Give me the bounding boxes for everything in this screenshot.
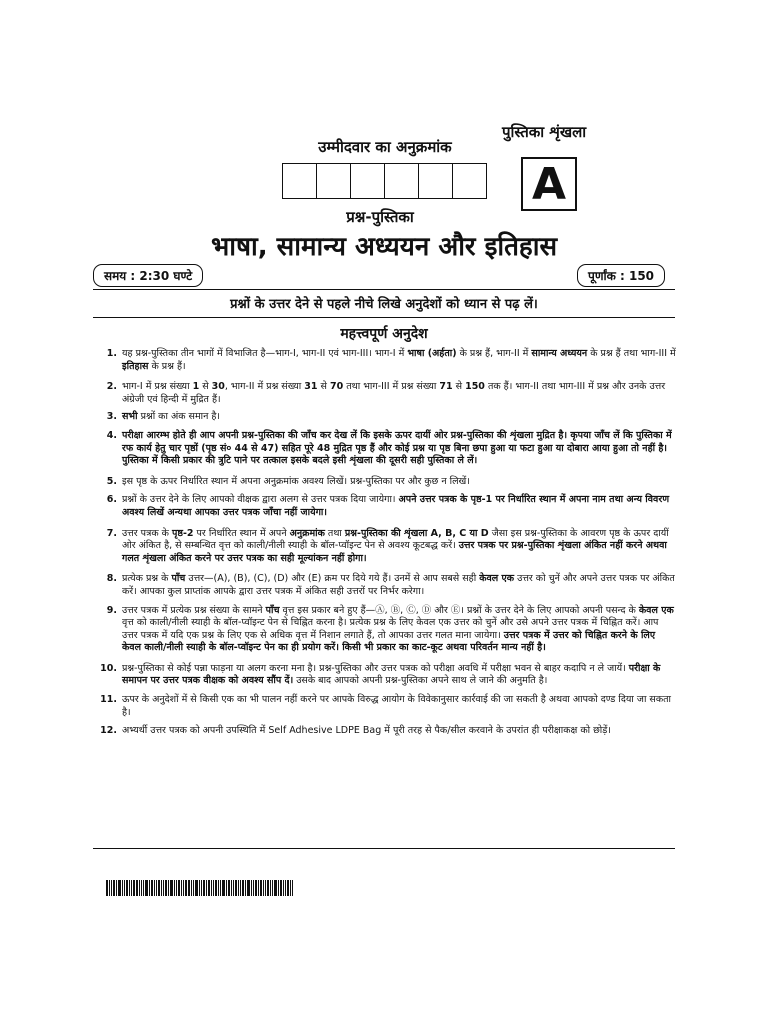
- instruction-text: [122, 528, 676, 566]
- barcode-bar: [124, 880, 125, 896]
- barcode-bar: [165, 880, 167, 896]
- instruction-text-segment: इतिहास: [122, 360, 149, 372]
- instruction-item: [93, 573, 676, 598]
- instruction-text-segment: अभ्यर्थी उत्तर पत्रक को अपनी उपस्थिति में Self Adhesive LDPE Bag में पूरी तरह से पैक/सील करवाने के उपरांत ही परीक्षाकक्ष को छोड़ें।: [122, 725, 611, 737]
- instruction-text-segment: प्रश्नों के उत्तर देने के लिए आपको वीक्षक द्वारा अलग से उत्तर पत्रक दिया जायेगा।: [122, 494, 399, 506]
- barcode-bar: [233, 880, 234, 896]
- barcode-bar: [213, 880, 214, 896]
- instruction-item: [93, 411, 676, 424]
- instruction-number: 6.: [106, 494, 117, 506]
- instruction-text-segment: इस पृष्ठ के ऊपर निर्धारित स्थान में अपना अनुक्रमांक अवश्य लिखें। प्रश्न-पुस्तिका पर और कुछ न लिखें।: [122, 475, 470, 487]
- instruction-text-segment: 1: [192, 381, 200, 393]
- barcode-bar: [218, 880, 219, 896]
- barcode-bar: [278, 880, 279, 896]
- barcode-bar: [122, 880, 123, 896]
- instruction-text-segment: पाँच: [171, 573, 186, 585]
- instruction-item: [93, 476, 676, 489]
- instruction-text-segment: पर निर्धारित स्थान में अपने: [193, 527, 290, 539]
- barcode-bar: [208, 880, 210, 896]
- barcode-bar: [270, 880, 271, 896]
- barcode-bar: [106, 880, 108, 896]
- barcode-bar: [163, 880, 164, 896]
- barcode-bar: [113, 880, 115, 896]
- instruction-text-segment: सामान्य अध्ययन: [531, 348, 588, 359]
- barcode-bar: [126, 880, 128, 896]
- instruction-text: [122, 663, 676, 688]
- instruction-text-segment: 30: [211, 381, 225, 393]
- barcode-bar: [181, 880, 182, 896]
- instruction-text-segment: से: [317, 381, 330, 393]
- instruction-text-segment: 71: [439, 381, 453, 393]
- barcode-bar: [201, 880, 202, 896]
- barcode-bar: [203, 880, 205, 896]
- instruction-text-segment: भाग-I में प्रश्न संख्या: [122, 381, 193, 393]
- barcode-bar: [238, 880, 239, 896]
- booklet-label: प्रश्न-पुस्तिका: [346, 208, 414, 226]
- barcode-bar: [178, 880, 180, 896]
- barcode-bar: [260, 880, 262, 896]
- barcode-bar: [158, 880, 160, 896]
- barcode-bar: [292, 880, 293, 896]
- instruction-text-segment: जैसा इस प्रश्न-पुस्तिका के आवरण पृष्ठ के ऊपर दायीं ओर अंकित है, से सम्बन्धित वृत्त को काली/नीली स्याही के बॉल-प्वॉइन्ट पेन से अवश्य कूटबद्ध करें।: [122, 527, 669, 552]
- roll-number-digit-box[interactable]: [316, 163, 350, 199]
- barcode-bar: [255, 880, 257, 896]
- barcode-bar: [220, 880, 221, 896]
- instruction-text-segment: केवल एक: [638, 604, 674, 616]
- instruction-item: [93, 605, 676, 655]
- booklet-series-label: पुस्तिका शृंखला: [502, 123, 587, 141]
- barcode-bar: [131, 880, 132, 896]
- barcode-bar: [193, 880, 194, 896]
- instruction-text-segment: प्रश्न-पुस्तिका से कोई पन्ना फाड़ना या अलग करना मना है। प्रश्न-पुस्तिका और उत्तर पत्रक को परीक्षा अवधि में परीक्षा भवन से बाहर कदापि न ले जायें।: [122, 662, 629, 674]
- barcode-bar: [280, 880, 282, 896]
- instruction-text: [122, 605, 676, 655]
- instruction-text-segment: अनुक्रमांक: [289, 527, 325, 539]
- divider: [93, 848, 675, 849]
- instruction-text-segment: उत्तर पत्रक में प्रत्येक प्रश्न संख्या के सामने: [122, 604, 266, 616]
- instructions-title: महत्त्वपूर्ण अनुदेश: [340, 326, 428, 342]
- barcode-bar: [263, 880, 264, 896]
- page-title: भाषा, सामान्य अध्ययन और इतिहास: [210, 232, 558, 262]
- instruction-number: 2.: [106, 381, 117, 393]
- barcode-bar: [222, 880, 225, 896]
- instruction-number: 5.: [106, 475, 117, 487]
- instruction-text-segment: , भाग-II में प्रश्न संख्या: [224, 381, 305, 393]
- barcode-bar: [161, 880, 162, 896]
- barcode-bar: [111, 880, 112, 896]
- roll-number-digit-box[interactable]: [384, 163, 418, 199]
- divider: [93, 317, 675, 318]
- barcode-bar: [185, 880, 187, 896]
- instruction-text-segment: के प्रश्न हैं तथा भाग-III में: [587, 348, 676, 359]
- barcode-bar: [149, 880, 150, 896]
- barcode-bar: [285, 880, 286, 896]
- instruction-text: [122, 381, 676, 406]
- max-marks-badge: पूर्णांक : 150: [577, 264, 665, 287]
- barcode-bar: [245, 880, 246, 896]
- barcode-bar: [247, 880, 250, 896]
- instruction-text-segment: से: [452, 381, 466, 393]
- instruction-item: [93, 381, 676, 406]
- barcode-bar: [240, 880, 241, 896]
- roll-number-digit-box[interactable]: [418, 163, 452, 199]
- barcode-bar: [199, 880, 200, 896]
- instruction-text-segment: उत्तर पत्रक पर प्रश्न-पुस्तिका शृंखला अंकित नहीं करने अथवा गलत शृंखला अंकित करने पर उत्तर पत्रक का सही मूल्यांकन नहीं होगा।: [122, 540, 667, 564]
- instruction-item: [93, 694, 676, 719]
- barcode-bar: [116, 880, 117, 896]
- instruction-item: [93, 725, 676, 738]
- barcode-bar: [191, 880, 192, 896]
- barcode-bar: [211, 880, 212, 896]
- barcode-bar: [156, 880, 157, 896]
- instruction-text: [122, 694, 676, 719]
- barcode-bar: [228, 880, 230, 896]
- barcode-bar: [287, 880, 289, 896]
- barcode-bar: [141, 880, 142, 896]
- barcode-bar: [136, 880, 138, 896]
- instruction-text-segment: प्रत्येक प्रश्न के: [122, 573, 172, 585]
- instructions-list: [93, 348, 676, 738]
- instruction-text-segment: उत्तर को चुनें और अपने उत्तर पत्रक पर अंकित करें। आपका कुल प्राप्तांक आपके द्वारा उत्तर पत्रक में अंकित सही उत्तरों पर निर्भर करेगा।: [122, 573, 675, 597]
- instruction-text: [122, 411, 676, 424]
- instruction-text-segment: वृत्त इस प्रकार बने हुए हैं—Ⓐ, Ⓑ, Ⓒ, Ⓓ और Ⓔ। प्रश्नों के उत्तर देने के लिए आपको अपनी पसन्द के: [279, 604, 639, 616]
- barcode-bar: [242, 880, 244, 896]
- instruction-text-segment: तथा: [324, 527, 345, 539]
- read-instruction: प्रश्नों के उत्तर देने से पहले नीचे लिखे अनुदेशों को ध्यान से पढ़ लें।: [230, 297, 538, 312]
- instruction-text-segment: उत्तर पत्रक में उत्तर को चिह्नित करने के लिए केवल काली/नीली स्याही के बॉल-प्वॉइन्ट पेन का ही प्रयोग करें। किसी भी प्रकार का काट-कूट अथवा परिवर्तन मान्य नहीं है।: [122, 629, 656, 654]
- instruction-text-segment: उत्तर—(A), (B), (C), (D) और (E) क्रम पर दिये गये हैं। उनमें से आप सबसे सही: [185, 573, 480, 585]
- barcode-bar: [226, 880, 227, 896]
- instruction-text-segment: 31: [304, 381, 318, 393]
- instruction-number: 1.: [106, 348, 117, 359]
- barcode-bar: [274, 880, 277, 896]
- barcode-bar: [183, 880, 184, 896]
- barcode-bar: [253, 880, 254, 896]
- instruction-text-segment: वृत्त को काली/नीली स्याही के बॉल-प्वॉइन्ट पेन से चिह्नित करना है। प्रत्येक प्रश्न के लिए केवल एक उत्तर को चुनें और उसे अपने उत्तर पत्रक में चिह्नित करें। आप उत्तर पत्रक में यदि एक प्रश्न के लिए एक से अधिक वृत्त में निशान लगाते हैं, तो आपका उत्तर गलत माना जायेगा।: [122, 617, 659, 641]
- instruction-text-segment: परीक्षा आरम्भ होते ही आप अपनी प्रश्न-पुस्तिका की जाँच कर देख लें कि इसके ऊपर दायीं ओर प्रश्न-पुस्तिका की शृंखला मुद्रित है। कृपया जाँच लें कि पुस्तिका में रफ कार्य हेतु चार पृष्ठों (पृष्ठ सं० 44 से 47) सहित पूरे 48 मुद्रित पृष्ठ हैं और कोई प्रश्न या पृष्ठ बिना छपा हुआ या फटा हुआ या दोबारा आया हुआ तो नहीं है। पुस्तिका में किसी प्रकार की त्रुटि पाने पर तत्काल इसके बदले इसी शृंखला की दूसरी सही पुस्तिका ले लें।: [122, 429, 672, 467]
- instruction-text-segment: अपने उत्तर पत्रक के पृष्ठ-1 पर निर्धारित स्थान में अपना नाम तथा अन्य विवरण अवश्य लिखें अन्यथा आपका उत्तर पत्रक जाँचा नहीं जायेगा।: [122, 494, 670, 518]
- barcode-bar: [195, 880, 198, 896]
- barcode-bar: [151, 880, 153, 896]
- roll-number-digit-box[interactable]: [350, 163, 384, 199]
- instruction-item: [93, 494, 676, 519]
- barcode-bar: [174, 880, 175, 896]
- instruction-text-segment: प्रश्न-पुस्तिका की शृंखला A, B, C या D: [344, 527, 489, 539]
- roll-number-label: उम्मीदवार का अनुक्रमांक: [318, 138, 452, 156]
- instruction-text: [122, 494, 676, 519]
- instruction-text-segment: तक हैं। भाग-II तथा भाग-III में प्रश्न और उनके उत्तर अंग्रेजी एवं हिन्दी में मुद्रित हैं।: [122, 381, 666, 405]
- barcode-bar: [290, 880, 291, 896]
- barcode-bar: [272, 880, 273, 896]
- instruction-number: 7.: [106, 527, 117, 539]
- barcode-bar: [143, 880, 144, 896]
- roll-number-boxes[interactable]: [282, 163, 487, 199]
- barcode-bar: [231, 880, 232, 896]
- instruction-number: 11.: [100, 694, 117, 706]
- instruction-number: 10.: [100, 662, 117, 674]
- instruction-text-segment: तथा भाग-III में प्रश्न संख्या: [343, 381, 440, 393]
- instruction-number: 8.: [106, 573, 117, 585]
- barcode-bar: [251, 880, 252, 896]
- instruction-number: 3.: [106, 411, 117, 423]
- instruction-text-segment: से: [199, 381, 212, 393]
- instruction-text-segment: प्रश्नों का अंक समान है।: [137, 411, 221, 423]
- instruction-text: [122, 476, 676, 489]
- barcode-bar: [133, 880, 135, 896]
- barcode-bar: [258, 880, 259, 896]
- barcode-bar: [206, 880, 207, 896]
- instruction-text-segment: यह प्रश्न-पुस्तिका तीन भागों में विभाजित है—भाग-I, भाग-II एवं भाग-III। भाग-I में: [122, 348, 408, 359]
- instruction-item: [93, 430, 676, 468]
- instruction-text-segment: ऊपर के अनुदेशों में से किसी एक का भी पालन नहीं करने पर आपके विरुद्ध आयोग के विवेकानुसार कार्रवाई की जा सकती है अथवा आपको दण्ड दिया जा सकता है।: [122, 694, 672, 718]
- barcode-bar: [170, 880, 173, 896]
- barcode-bar: [139, 880, 140, 896]
- barcode-bar: [188, 880, 190, 896]
- time-badge: समय : 2:30 घण्टे: [93, 264, 203, 287]
- instruction-text-segment: 70: [330, 381, 344, 393]
- divider: [93, 289, 675, 290]
- instruction-text-segment: पाँच: [265, 604, 280, 616]
- barcode-bar: [283, 880, 284, 896]
- instruction-text-segment: सभी: [122, 411, 138, 423]
- instruction-text-segment: के प्रश्न हैं, भाग-II में: [456, 348, 532, 359]
- booklet-series-value: A: [521, 157, 577, 211]
- instruction-text: [122, 348, 676, 373]
- instruction-text-segment: के प्रश्न हैं।: [148, 360, 186, 372]
- barcode-bar: [265, 880, 266, 896]
- instruction-text-segment: उत्तर पत्रक के: [122, 527, 172, 539]
- instruction-item: [93, 528, 676, 566]
- instruction-number: 12.: [100, 725, 117, 737]
- roll-number-digit-box[interactable]: [282, 163, 316, 199]
- roll-number-digit-box[interactable]: [452, 163, 487, 199]
- instruction-text: [122, 430, 676, 468]
- instruction-text: [122, 573, 676, 598]
- barcode-bar: [267, 880, 269, 896]
- instruction-text-segment: केवल एक: [479, 573, 515, 585]
- barcode-bar: [129, 880, 130, 896]
- instruction-item: [93, 348, 676, 373]
- barcode-bar: [215, 880, 217, 896]
- instruction-text-segment: परीक्षा के समापन पर उत्तर पत्रक वीक्षक को अवश्य सौंप दें।: [122, 662, 661, 687]
- instruction-text-segment: 150: [465, 381, 485, 393]
- barcode-bar: [145, 880, 148, 896]
- barcode-bar: [118, 880, 121, 896]
- instruction-item: [93, 663, 676, 688]
- barcode-bar: [109, 880, 110, 896]
- barcode-bar: [176, 880, 177, 896]
- instruction-number: 4.: [106, 429, 117, 441]
- instruction-text-segment: पृष्ठ-2: [171, 527, 194, 539]
- barcode-bar: [168, 880, 169, 896]
- barcode-bar: [235, 880, 237, 896]
- barcode-bar: [154, 880, 155, 896]
- instruction-text: [122, 725, 676, 738]
- barcode: [106, 880, 321, 896]
- instruction-number: 9.: [106, 604, 117, 616]
- instruction-text-segment: उसके बाद आपको अपनी प्रश्न-पुस्तिका अपने साथ ले जाने की अनुमति है।: [293, 675, 548, 687]
- instruction-text-segment: भाषा (अर्हता): [407, 348, 457, 359]
